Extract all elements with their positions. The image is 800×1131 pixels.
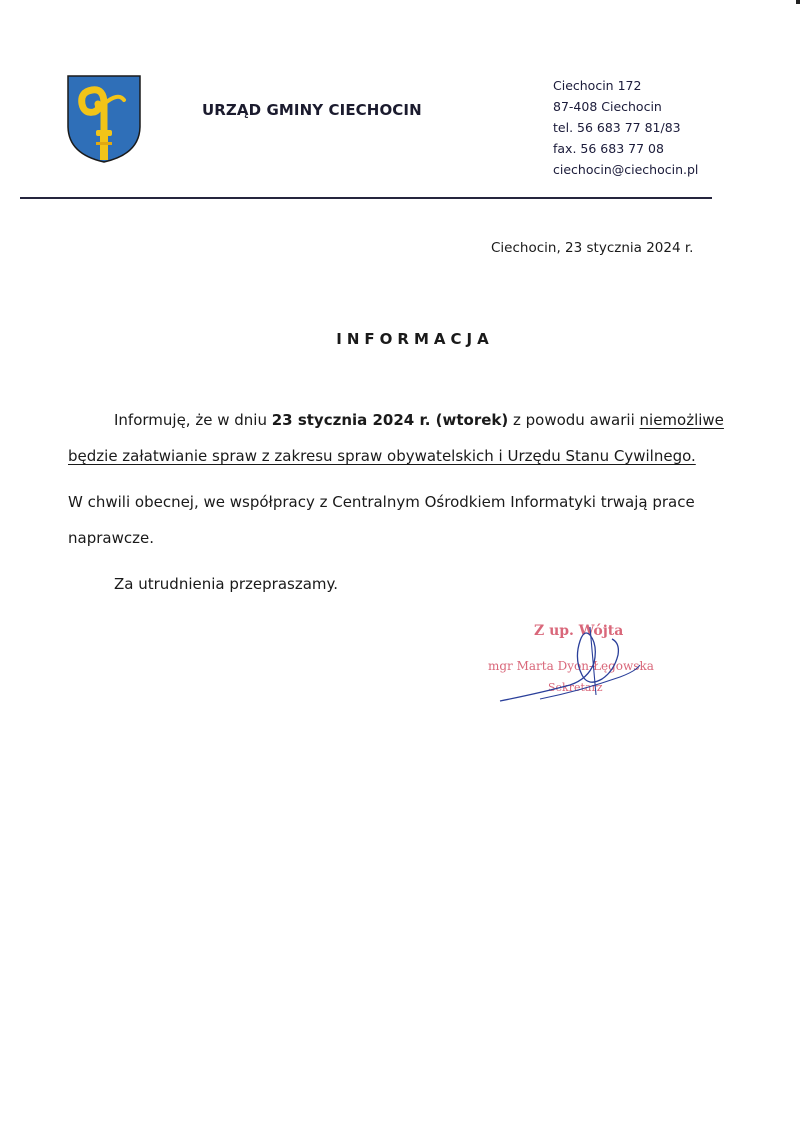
contact-block [553,75,698,180]
p1-underline-a: niemożliwe [639,411,724,429]
office-name: URZĄD GMINY CIECHOCIN [202,101,422,119]
contact-phone: tel. 56 683 77 81/83 [553,120,681,135]
signature-block [470,615,680,710]
scan-artifact [796,0,800,4]
coat-of-arms-icon [66,74,142,164]
p1-intro: Informuję, że w dniu [114,411,272,429]
stamp-line-1: Z up. Wójta [534,623,624,639]
handwritten-signature [470,615,680,710]
stamp-line-3: Sekretarz [548,681,603,694]
stamp-line-2: mgr Marta Dyon-Łęgowska [488,659,654,673]
paragraph-1-cont [68,438,728,474]
p1-underline-b: będzie załatwianie spraw z zakresu spraw obywatelskich i Urzędu Stanu Cywilnego. [68,447,696,465]
paragraph-3: Za utrudnienia przepraszamy. [114,575,339,593]
document-date: Ciechocin, 23 stycznia 2024 r. [491,240,694,256]
p1-mid: z powodu awarii [508,411,640,429]
paragraph-2: W chwili obecnej, we współpracy z Centralnym Ośrodkiem Informatyki trwają prace naprawcze. [68,493,695,547]
contact-fax: fax. 56 683 77 08 [553,141,664,156]
header-divider [20,197,712,199]
contact-postcode: 87-408 Ciechocin [553,99,662,114]
paragraph-1 [68,402,728,438]
contact-address: Ciechocin 172 [553,78,642,93]
p1-date: 23 stycznia 2024 r. (wtorek) [271,411,509,429]
document-body [68,402,728,602]
contact-email[interactable]: ciechocin@ciechocin.pl [553,162,699,177]
document-title: INFORMACJA [336,330,494,348]
